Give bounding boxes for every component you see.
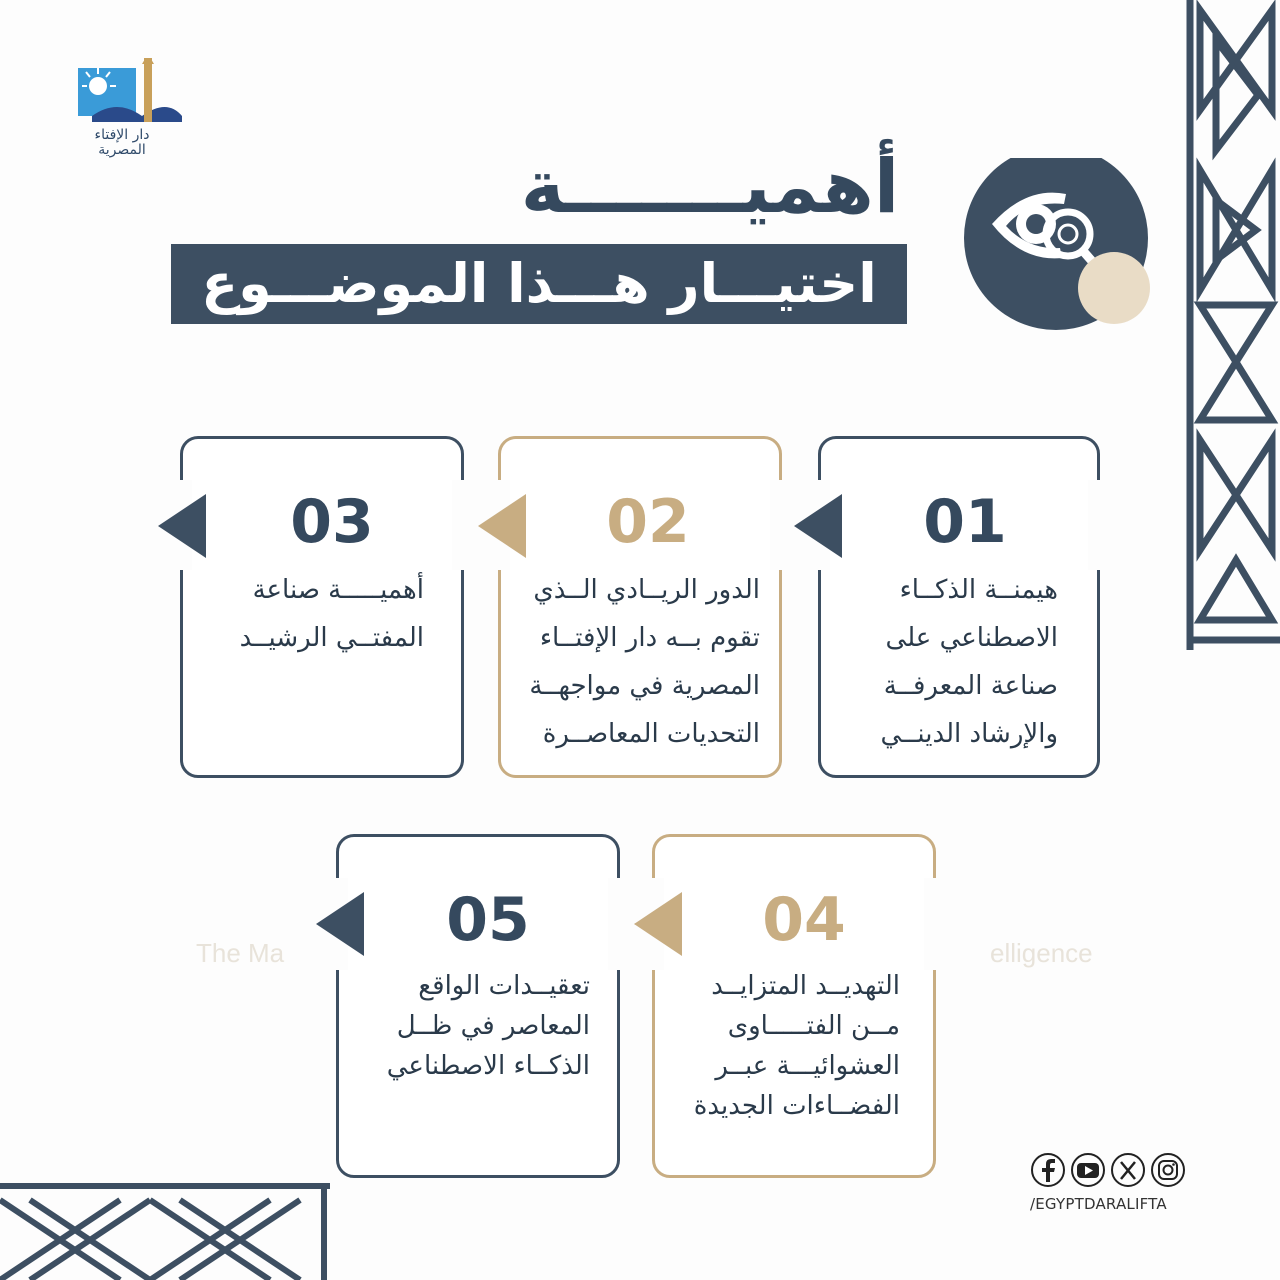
watermark-text-right: elligence	[990, 938, 1093, 968]
dar-al-ifta-logo	[72, 58, 192, 188]
card-text: أهميـــــة صناعة المفتــي الرشيــد	[239, 575, 424, 653]
card-text: التهديــد المتزايــد مــن الفتـــــاوى العشوائيـــة عبــر الفضــاءات الجديدة	[693, 971, 900, 1121]
instagram-icon	[1152, 1154, 1184, 1186]
card-text: تعقيــدات الواقع المعاصر في ظــل الذكــاء الاصطناعي	[386, 971, 590, 1081]
social-handle: /EGYPTDARALIFTA	[1030, 1195, 1167, 1213]
card-arrow-icon	[474, 494, 530, 558]
card-number: 04	[762, 885, 846, 955]
card-number: 05	[446, 885, 530, 955]
card-arrow-icon	[790, 494, 846, 558]
eye-magnifier-badge	[964, 158, 1154, 330]
right-triangle-pattern	[1186, 0, 1280, 650]
logo-emblem-icon	[72, 58, 192, 128]
watermark-text-left: The Ma	[196, 938, 285, 968]
card-text: هيمنــة الذكــاء الاصطناعي على صناعة المعرفــة والإرشاد الدينــي	[880, 575, 1058, 749]
card-text: الدور الريــادي الــذي تقوم بــه دار الإفتــاء المصرية في مواجهــة التحديات المعاصــرة	[529, 575, 760, 749]
card-arrow-icon	[630, 892, 686, 956]
card-number: 02	[606, 487, 690, 557]
card-number: 03	[290, 487, 374, 557]
page-title: أهميـــــــة	[520, 144, 900, 230]
social-icons	[1030, 1152, 1190, 1192]
page-subtitle-banner: اختيـــار هـــذا الموضـــوع	[171, 244, 907, 324]
bottom-left-line-pattern	[0, 1180, 330, 1280]
logo-text: دار الإفتاء المصرية	[94, 127, 150, 159]
card-arrow-icon	[312, 892, 368, 956]
card-number: 01	[923, 487, 1007, 557]
card-arrow-icon	[154, 494, 210, 558]
